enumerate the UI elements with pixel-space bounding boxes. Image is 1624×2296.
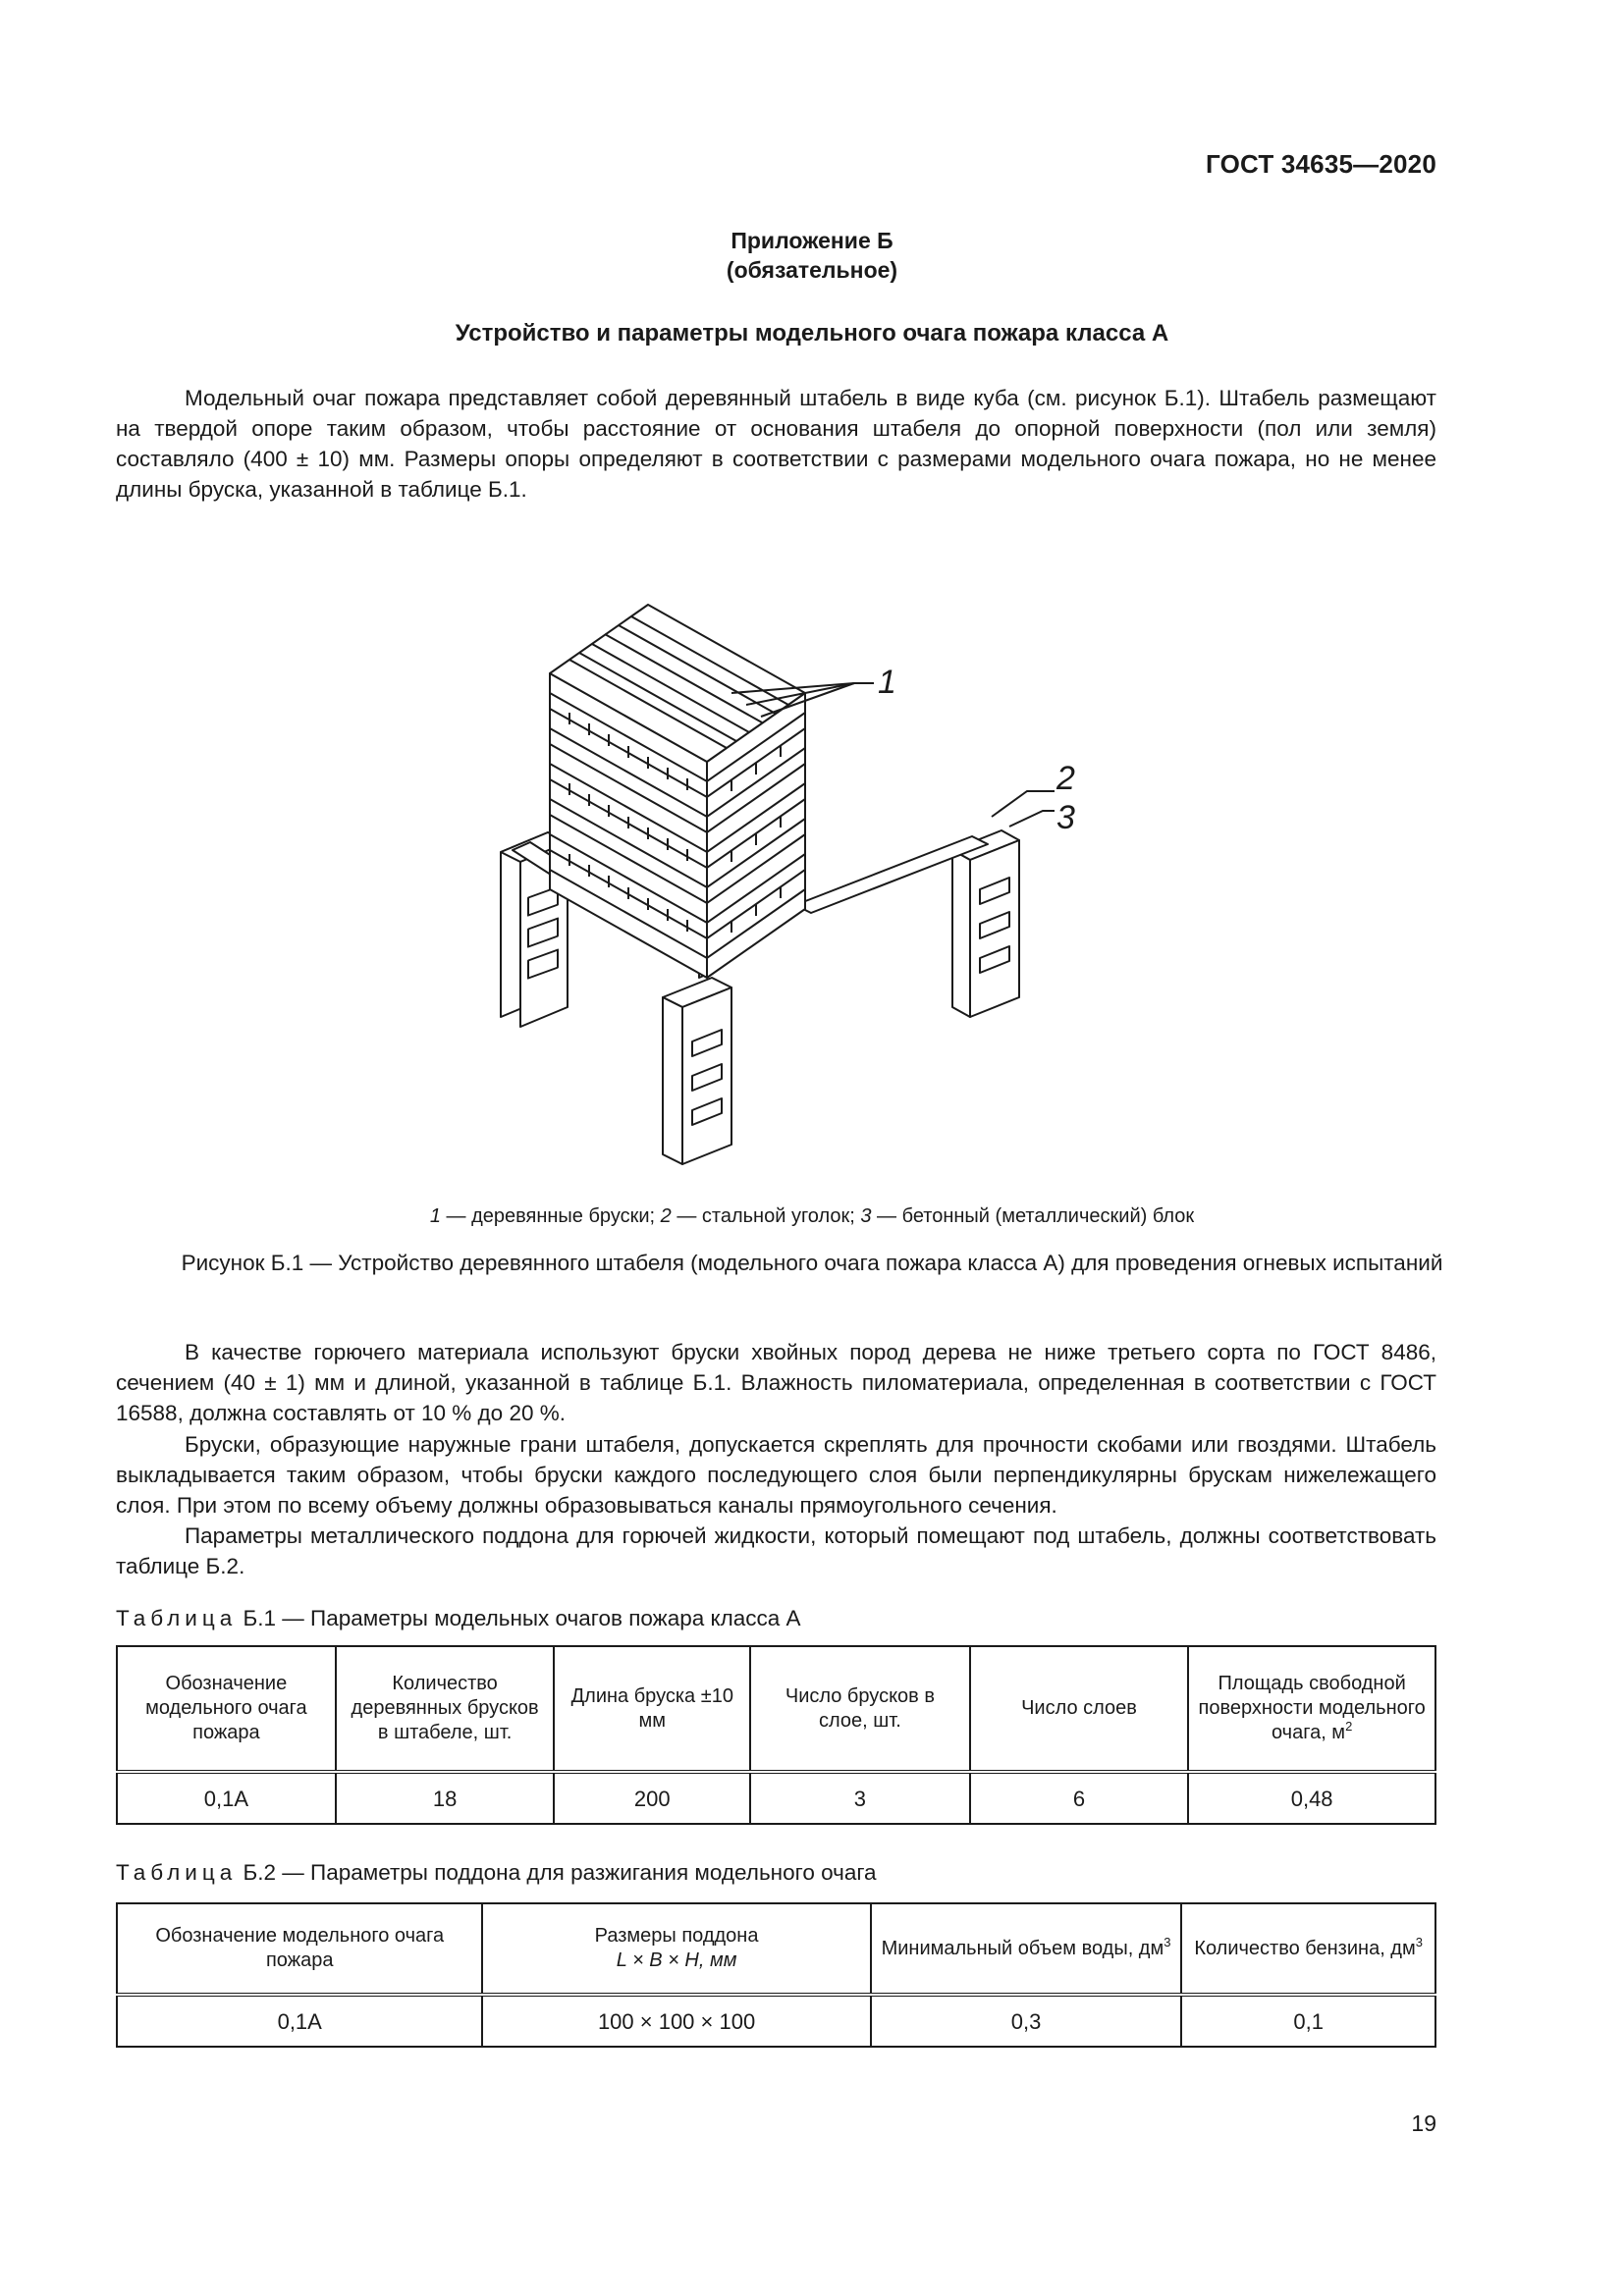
section-title: Устройство и параметры модельного очага пожара класса А — [455, 320, 1169, 347]
paragraph-text: В качестве горючего материала используют бруски хвойных пород дерева не ниже третьего сорта по ГОСТ 8486, сечением (40 ± 1) мм и длиной, указанной в таблице Б.1. Влажность пиломатериала, определенная в соответствии с ГОСТ 16588, должна составлять от 10 % до 20 %. — [116, 1340, 1436, 1425]
table-cell: 0,48 — [1188, 1772, 1435, 1824]
table-cell: 6 — [970, 1772, 1189, 1824]
legend-num-1: 1 — [429, 1205, 441, 1227]
paragraph-intro — [116, 383, 1436, 505]
table-cell: 200 — [554, 1772, 750, 1824]
table-tray-params — [116, 1902, 1436, 2048]
table1-label: Таблица — [116, 1606, 238, 1630]
paragraph-material — [116, 1337, 1436, 1428]
table2-label: Таблица — [116, 1860, 238, 1885]
table-cell: 18 — [336, 1772, 555, 1824]
header-superscript: 2 — [1345, 1719, 1353, 1734]
header-text: Минимальный объем воды, дм — [881, 1937, 1164, 1959]
table2-caption — [116, 1860, 877, 1886]
table-header-cell: Длина бруска ±10 мм — [554, 1646, 750, 1772]
table-header-cell: Обозначение модельного очага пожара — [117, 1903, 482, 1995]
header-text: Площадь свободной поверхности модельного очага, м — [1198, 1673, 1426, 1743]
table-header-cell: Число слоев — [970, 1646, 1189, 1772]
table-header-cell: Количество деревянных брусков в штабеле, шт. — [336, 1646, 555, 1772]
table-header-row — [117, 1903, 1435, 1995]
header-dims: L × B × H, мм — [616, 1949, 737, 1971]
wooden-crib-figure — [481, 546, 1110, 1174]
callout-1: 1 — [878, 664, 896, 701]
table-header-cell — [1181, 1903, 1435, 1995]
table-header-cell: Обозначение модельного очага пожара — [117, 1646, 336, 1772]
table2-caption-text: Б.2 — Параметры поддона для разжигания модельного очага — [237, 1860, 877, 1885]
header-superscript: 3 — [1164, 1934, 1171, 1949]
header-superscript: 3 — [1415, 1934, 1423, 1949]
table-cell: 100 × 100 × 100 — [482, 1995, 870, 2047]
table-cell: 0,1А — [117, 1995, 482, 2047]
table-cell: 0,1А — [117, 1772, 336, 1824]
table-cell: 0,1 — [1181, 1995, 1435, 2047]
figure-caption: Рисунок Б.1 — Устройство деревянного штабеля (модельного очага пожара класса А) для проведения огневых испытаний — [181, 1251, 1443, 1275]
table-header-cell — [871, 1903, 1182, 1995]
paragraph-text: Параметры металлического поддона для горючей жидкости, который помещают под штабель, должны соответствовать таблице Б.2. — [116, 1523, 1436, 1578]
annex-title: Приложение Б — [731, 228, 893, 253]
header-text: Размеры поддона — [594, 1925, 759, 1947]
legend-text-1: — деревянные бруски; — [440, 1205, 661, 1227]
table1-caption — [116, 1606, 801, 1631]
page-number: 19 — [1411, 2110, 1436, 2136]
table1-caption-text: Б.1 — Параметры модельных очагов пожара класса А — [237, 1606, 801, 1630]
legend-text-3: — бетонный (металлический) блок — [871, 1205, 1195, 1227]
paragraph-assembly — [116, 1429, 1436, 1521]
callout-3: 3 — [1056, 799, 1075, 836]
table-cell: 3 — [750, 1772, 970, 1824]
concrete-block-right — [952, 830, 1019, 1017]
concrete-block-front — [663, 978, 731, 1164]
figure-legend — [0, 1205, 1624, 1228]
table-header-cell — [482, 1903, 870, 1995]
legend-num-3: 3 — [860, 1205, 872, 1227]
table-header-row — [117, 1646, 1435, 1772]
annex-status: (обязательное) — [726, 257, 898, 283]
table-model-fires — [116, 1645, 1436, 1825]
legend-num-2: 2 — [660, 1205, 672, 1227]
header-text: Количество бензина, дм — [1194, 1937, 1416, 1959]
document-header-id: ГОСТ 34635—2020 — [1206, 149, 1436, 179]
table-header-cell — [1188, 1646, 1435, 1772]
paragraph-text: Модельный очаг пожара представляет собой деревянный штабель в виде куба (см. рисунок Б.1). Штабель размещают на твердой опоре таким образом, чтобы расстояние от основания штабеля до опорной поверхности (пол или земля) составляло (400 ± 10) мм. Размеры опоры определяют в соответствии с размерами модельного очага пожара, но не менее длины бруска, указанной в таблице Б.1. — [116, 386, 1436, 502]
legend-text-2: — стальной уголок; — [671, 1205, 861, 1227]
table-row — [117, 1772, 1435, 1824]
table-row — [117, 1995, 1435, 2047]
callout-2: 2 — [1056, 760, 1075, 797]
table-header-cell: Число брусков в слое, шт. — [750, 1646, 970, 1772]
paragraph-text: Бруски, образующие наружные грани штабеля, допускается скреплять для прочности скобами или гвоздями. Штабель выкладывается таким образом, чтобы бруски каждого последующего слоя были перпендикулярны брускам нижележащего слоя. При этом по всему объему должны образовываться каналы прямоугольного сечения. — [116, 1432, 1436, 1518]
paragraph-tray — [116, 1521, 1436, 1581]
table-cell: 0,3 — [871, 1995, 1182, 2047]
